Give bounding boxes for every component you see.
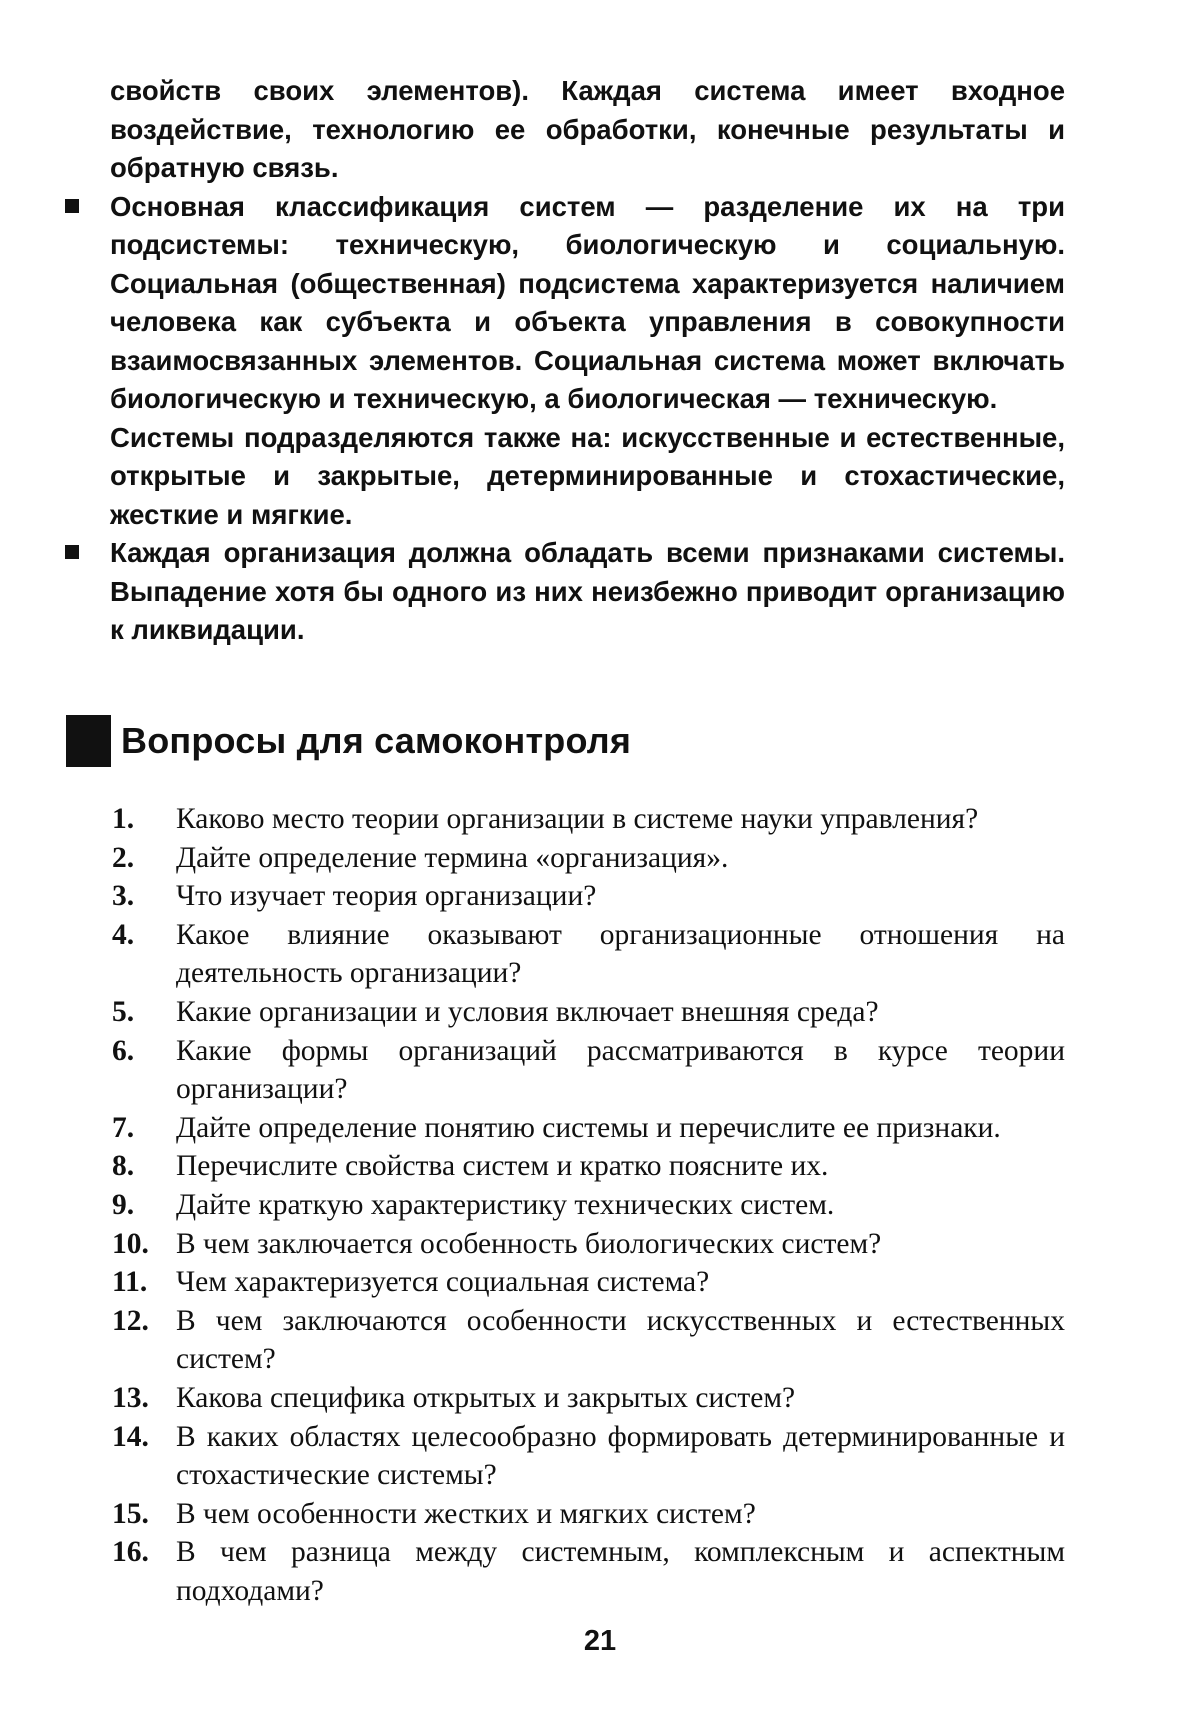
question-number: 2.: [112, 841, 135, 874]
square-bullet-icon: [65, 199, 79, 213]
question-number: 7.: [112, 1111, 135, 1144]
question-item: [112, 1032, 1065, 1109]
question-item: [112, 800, 1065, 839]
question-text: Какие формы организаций рассматриваются в курсе теории организации?: [176, 1034, 1065, 1106]
question-item: [112, 877, 1065, 916]
question-number: 11.: [112, 1266, 148, 1299]
summary-paragraph-organization: Каждая организация должна обладать всеми признаками системы. Выпадение хотя бы одного из них неизбежно приводит организацию к ликвидации.: [110, 537, 1065, 645]
question-text: Что изучает теория организации?: [176, 880, 597, 913]
question-text: Чем характеризуется социальная система?: [176, 1266, 710, 1299]
section-title: Вопросы для самоконтроля: [121, 720, 632, 761]
question-text: Какова специфика открытых и закрытых систем?: [176, 1381, 796, 1414]
summary-paragraph-system-types: Системы подразделяются также на: искусственные и естественные, открытые и закрытые, детерминированные и стохастические, жесткие и мягкие.: [110, 421, 1065, 530]
question-text: Дайте определение понятию системы и перечислите ее признаки.: [176, 1111, 1001, 1144]
summary-bullet-item: [110, 534, 1065, 650]
square-bullet-icon: [65, 545, 79, 559]
question-number: 6.: [112, 1034, 135, 1067]
question-item: [112, 1495, 1065, 1534]
question-text: В чем разница между системным, комплексным и аспектным подходами?: [176, 1536, 1065, 1607]
summary-paragraph-1: свойств своих элементов). Каждая система имеет входное воздействие, технологию ее обработки, конечные результаты и обратную связь.: [110, 75, 1065, 183]
summary-paragraph-classification: Основная классификация систем — разделение их на три подсистемы: техническую, биологическую и социальную. Социальная (общественная) подсистема характеризуется наличием человека как субъекта и объекта управления в совокупности взаимосвязанных элементов. Социальная система может включать биологическую и техническую, а биологическая — техническую.: [110, 190, 1065, 414]
question-item: [112, 1302, 1065, 1379]
heading-square-icon: [66, 715, 111, 767]
question-text: Какое влияние оказывают организационные отношения на деятельность организации?: [176, 918, 1065, 990]
question-number: 15.: [112, 1497, 149, 1530]
question-item: [112, 1109, 1065, 1148]
question-number: 13.: [112, 1381, 149, 1414]
question-number: 9.: [112, 1188, 135, 1221]
question-text: В чем заключаются особенности искусственных и естественных систем?: [176, 1304, 1065, 1376]
question-number: 5.: [112, 995, 135, 1028]
question-number: 16.: [112, 1536, 149, 1569]
summary-block: [110, 72, 1065, 650]
section-heading: [66, 715, 631, 767]
question-item: [112, 916, 1065, 993]
question-item: [112, 1147, 1065, 1186]
question-number: 1.: [112, 803, 135, 835]
question-item: [112, 1533, 1065, 1610]
question-item: [112, 993, 1065, 1032]
questions-list: [112, 800, 1065, 1610]
question-item: [112, 1418, 1065, 1495]
question-item: [112, 839, 1065, 878]
question-item: [112, 1225, 1065, 1264]
question-text: Дайте краткую характеристику технических систем.: [176, 1188, 835, 1221]
question-item: [112, 1379, 1065, 1418]
page-number: 21: [583, 1625, 617, 1657]
question-number: 14.: [112, 1420, 149, 1453]
question-number: 10.: [112, 1227, 149, 1260]
question-text: Какие организации и условия включает внешняя среда?: [176, 995, 879, 1028]
question-item: [112, 1263, 1065, 1302]
question-text: Дайте определение термина «организация».: [176, 841, 729, 874]
question-number: 3.: [112, 880, 135, 913]
question-text: Каково место теории организации в системе науки управления?: [176, 803, 979, 835]
question-text: В чем особенности жестких и мягких систем?: [176, 1497, 756, 1530]
question-text: Перечислите свойства систем и кратко поясните их.: [176, 1150, 829, 1183]
question-text: В каких областях целесообразно формировать детерминированные и стохастические системы?: [176, 1420, 1065, 1492]
question-number: 4.: [112, 918, 135, 951]
question-item: [112, 1186, 1065, 1225]
question-number: 8.: [112, 1150, 135, 1183]
question-text: В чем заключается особенность биологических систем?: [176, 1227, 882, 1260]
question-number: 12.: [112, 1304, 149, 1337]
summary-bullet-item: [110, 188, 1065, 535]
